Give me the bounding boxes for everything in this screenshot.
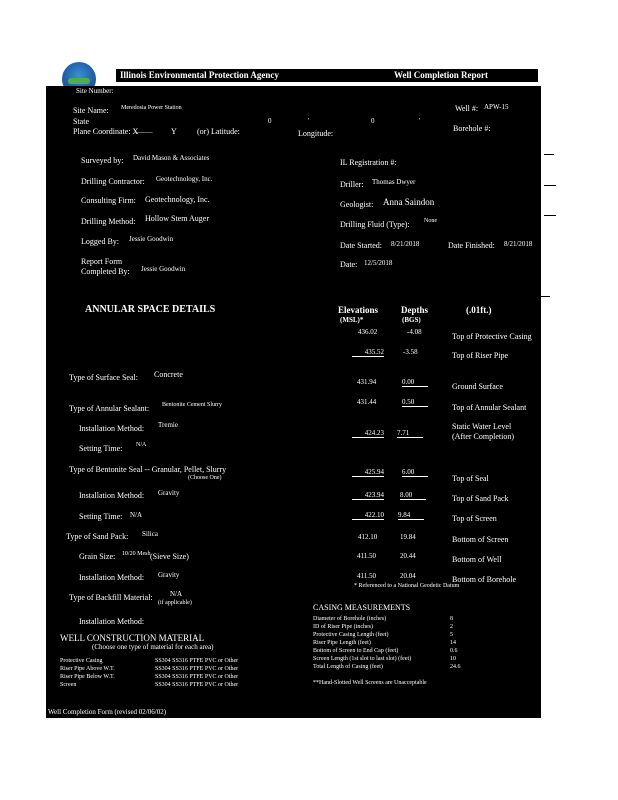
casing-row-label: Screen Length (1st slot to last slot) (feet) [313,656,412,662]
form-revision-note: Well Completion Form (revised 02/06/02) [48,708,167,716]
unit-header: (.01ft.) [466,305,492,315]
install-method2-value: Gravity [158,489,180,497]
edge-mark [544,215,556,216]
edge-mark [544,185,556,186]
elev-value: 436.02 [358,328,378,336]
geologist-value: Anna Saindon [383,197,435,207]
state-digit: 0 [268,117,272,125]
elev-value: 424.23 [352,429,384,438]
borehole-label: Borehole #: [453,124,491,133]
install-method3-label: Installation Method: [79,573,145,582]
casing-row-value: 14 [450,640,456,646]
elev-value: 422.10 [352,511,384,520]
casing-row-value: 5 [450,632,453,638]
backfill-sub: (if applicable) [158,600,192,606]
install-method3-value: Gravity [158,571,180,579]
material-row-label: Riser Pipe Below W.T. [60,674,115,680]
report-title: Well Completion Report [394,70,488,80]
elev-value: 425.94 [352,468,384,477]
grain-size-value: 10/20 Mesh [122,551,151,557]
site-name-label: Site Name: [73,106,109,115]
setting-time2-label: Setting Time: [79,512,123,521]
date-started-value: 8/21/2018 [391,240,420,248]
material-subtitle: (Choose one type of material for each area) [92,643,214,651]
depth-value: 20.44 [400,552,416,560]
elev-desc: Bottom of Well [452,555,502,564]
depth-value: -4.08 [407,328,422,336]
completed-by-label: Completed By: [81,267,130,276]
material-row-options: SS304 SS316 PTFE PVC or Other [155,674,239,680]
state-digit: 0 [371,117,375,125]
material-title: WELL CONSTRUCTION MATERIAL [60,633,205,643]
elevations-sub: (MSL)* [340,316,364,324]
longitude-label: Longitude: [298,129,334,138]
elev-desc: Top of Seal [452,474,489,483]
depth-value: 9.84 [398,511,424,520]
annular-sealant-value: Bentonite Cement Slurry [162,402,222,408]
date-finished-label: Date Finished: [448,241,495,250]
material-row-label: Riser Pipe Above W.T. [60,666,115,672]
casing-row-value: 0.6 [450,648,458,654]
sieve-size-label: (Sieve Size) [150,552,189,561]
casing-row-value: 2 [450,624,453,630]
elev-value: 435.52 [352,348,384,357]
depths-header: Depths [401,305,429,315]
casing-row-label: Bottom of Screen to End Cap (feet) [313,648,399,654]
casing-row-label: Riser Pipe Length (feet) [313,640,371,646]
install-method2-label: Installation Method: [79,491,145,500]
material-row-options: SS304 SS316 PTFE PVC or Other [155,666,239,672]
bentonite-seal-sub: (Choose One) [188,475,222,481]
depth-value: 19.84 [400,533,416,541]
elev-value: 412.10 [358,533,378,541]
surface-seal-value: Concrete [154,370,183,379]
casing-row-label: Total Length of Casing (feet) [313,664,383,670]
surface-seal-label: Type of Surface Seal: [69,373,138,382]
latitude-label: (or) Latitude: [197,127,240,136]
depth-value: 0.50 [402,398,428,407]
casing-row-value: 10 [450,656,456,662]
elev-desc: Top of Screen [452,514,497,523]
date-label: Date: [340,260,358,269]
material-row-label: Protective Casing [60,658,103,664]
surveyed-by-label: Surveyed by: [81,156,124,165]
logged-by-value: Jessie Goodwin [129,235,174,243]
drilling-fluid-label: Drilling Fluid (Type): [340,220,410,229]
elev-desc: Top of Sand Pack [452,494,509,503]
elev-desc: Static Water Level [452,422,512,431]
setting-time2-value: N/A [130,511,143,519]
agency-name: Illinois Environmental Protection Agency [120,70,279,80]
elev-value: 411.50 [357,552,376,560]
backfill-label: Type of Backfill Material: [69,593,153,602]
install-method4-label: Installation Method: [79,617,145,626]
drilling-contractor-value: Geotechnology, Inc. [156,175,213,183]
install-method-label: Installation Method: [79,424,145,433]
bentonite-seal-label: Type of Bentonite Seal -- Granular, Pellet, Slurry [69,465,227,474]
depth-value: 20.04 [400,572,416,580]
form-body [46,86,541,718]
casing-row-label: Protective Casing Length (feet) [313,632,389,638]
plane-coord-label: Plane Coordinate: X [73,127,139,136]
elev-desc: Bottom of Screen [452,535,509,544]
edge-mark [544,154,554,155]
well-value: APW-15 [484,103,509,111]
il-reg-label: IL Registration #: [340,158,397,167]
drilling-method-value: Hollow Stem Auger [145,214,209,223]
driller-value: Thomas Dwyer [372,178,416,186]
drilling-method-label: Drilling Method: [81,217,136,226]
consulting-firm-value: Geotechnology, Inc. [145,195,210,204]
elev-value: 423.94 [352,491,384,500]
depth-value: 8.00 [400,491,426,500]
casing-title: CASING MEASUREMENTS [313,603,411,612]
state-label: State [73,117,89,126]
static-water-note: (After Completion) [452,432,514,441]
driller-label: Driller: [340,180,364,189]
elev-value: 431.94 [357,378,377,386]
well-label: Well #: [455,104,479,113]
date-value: 12/5/2018 [364,259,393,267]
drilling-contractor-label: Drilling Contractor: [81,177,145,186]
edge-mark [540,296,550,297]
plane-coord-x: _____ [135,126,153,134]
install-method-value: Tremie [158,421,178,429]
date-finished-value: 8/21/2018 [504,240,533,248]
grain-size-label: Grain Size: [79,552,116,561]
report-form-value: Jessie Goodwin [141,265,186,273]
consulting-firm-label: Consulting Firm: [81,196,136,205]
casing-row-value: 8 [450,616,453,622]
elev-desc: Top of Annular Sealant [452,403,527,412]
site-name-value: Meredosia Power Station [121,105,182,111]
sand-pack-label: Type of Sand Pack: [66,532,129,541]
material-row-options: SS304 SS316 PTFE PVC or Other [155,658,239,664]
elev-desc: Top of Riser Pipe [452,351,509,360]
elev-desc: Top of Protective Casing [452,332,532,341]
setting-time-label: Setting Time: [79,444,123,453]
annular-title: ANNULAR SPACE DETAILS [85,304,216,315]
geologist-label: Geologist: [340,200,374,209]
depth-value: 7.71 [397,429,423,438]
surveyed-by-value: David Mason & Associates [133,154,210,162]
elev-desc: Ground Surface [452,382,503,391]
backfill-value: N/A [170,590,183,598]
state-digit: ' [308,117,310,125]
date-started-label: Date Started: [340,241,382,250]
depths-sub: (BGS) [402,316,421,324]
depth-value: 6.00 [402,468,428,477]
material-row-label: Screen [60,682,77,688]
drilling-fluid-value: None [424,218,437,224]
elevations-header: Elevations [338,305,379,315]
logged-by-label: Logged By: [81,237,119,246]
sand-pack-value: Silica [142,530,158,538]
datum-note: * Referenced to a National Geodetic Datum [354,583,460,589]
state-digit: ' [419,117,421,125]
depth-value: -3.58 [403,348,418,356]
site-number-label: Site Number: [76,87,114,95]
casing-row-label: ID of Riser Pipe (inches) [313,624,373,630]
elev-value: 411.50 [357,572,376,580]
setting-time-value: N/A [136,442,147,448]
report-form-label: Report Form [81,257,123,266]
plane-coord-y-label: Y [171,127,177,136]
annular-sealant-label: Type of Annular Sealant: [69,404,150,413]
elev-desc: Bottom of Borehole [452,575,516,584]
casing-note: **Hand-Slotted Well Screens are Unacceptable [313,680,427,686]
casing-row-value: 24.6 [450,664,461,670]
casing-row-label: Diameter of Borehole (inches) [313,616,387,622]
elev-value: 431.44 [357,398,377,406]
material-row-options: SS304 SS316 PTFE PVC or Other [155,682,239,688]
depth-value: 0.00 [402,378,428,387]
